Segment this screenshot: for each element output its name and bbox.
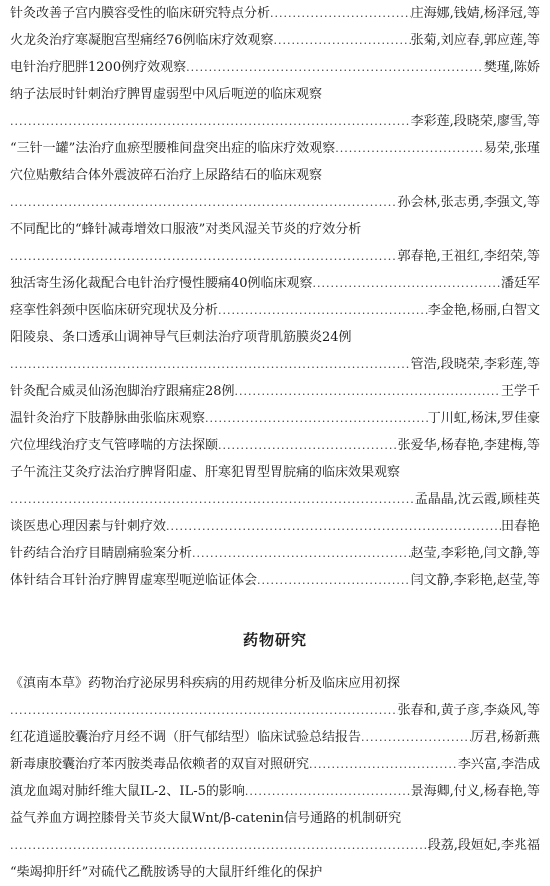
entry-authors: 潘廷军 [500, 276, 540, 291]
entry-authors: 张爱华,杨春艳,李建梅,等 [397, 438, 540, 453]
dot-leader [10, 832, 428, 859]
dot-leader [235, 378, 501, 405]
toc-entry[interactable] [10, 432, 540, 459]
toc-entry-continuation [10, 486, 540, 513]
entry-title: 电针治疗肥胖1200例疗效观察 [10, 60, 187, 75]
entry-title: 针药结合治疗目睛剧痛验案分析 [10, 546, 193, 561]
entry-title: 新毒康胶囊治疗苯丙胺类毒品依赖者的双盲对照研究 [10, 757, 310, 772]
dot-leader [205, 405, 428, 432]
toc-entry[interactable] [10, 724, 540, 751]
toc-entry-continuation [10, 351, 540, 378]
entry-title: 体针结合耳针治疗脾胃虚寒型呃逆临证体会 [10, 573, 258, 588]
entry-title: 穴位埋线治疗支气管哮喘的方法探颐 [10, 438, 219, 453]
toc-entry[interactable] [10, 162, 540, 189]
entry-authors: 李金艳,杨丽,白智文 [427, 303, 540, 318]
toc-entry[interactable] [10, 135, 540, 162]
entry-authors: 王学千 [500, 384, 540, 399]
toc-entry[interactable] [10, 751, 540, 778]
entry-authors: 易荣,张瑾 [483, 141, 540, 156]
toc-entry-continuation [10, 189, 540, 216]
dot-leader [245, 778, 411, 805]
entry-authors: 李兴富,李浩成 [457, 757, 540, 772]
entry-authors: 孙会林,张志勇,李强文,等 [397, 195, 540, 210]
entry-authors: 李彩莲,段晓荣,廖雪,等 [410, 114, 540, 129]
toc-entry[interactable] [10, 778, 540, 805]
dot-leader [10, 486, 415, 513]
dot-leader [186, 54, 484, 81]
entry-title: “柴竭抑肝纤”对硫代乙酰胺诱导的大鼠肝纤维化的保护 [10, 865, 323, 880]
entry-title: 温针灸治疗下肢静脉曲张临床观察 [10, 411, 206, 426]
entry-title: 子午流注艾灸疗法治疗脾肾阳虚、肝寒犯胃型胃脘痛的临床效果观察 [10, 465, 401, 480]
toc-entry[interactable] [10, 54, 540, 81]
dot-leader [274, 27, 411, 54]
entry-title: 谈医患心理因素与针刺疗效 [10, 519, 167, 534]
entry-title: 阳陵泉、条口透承山调神导气巨刺法治疗项背肌筋膜炎24例 [10, 330, 352, 345]
dot-leader [10, 697, 398, 724]
toc-entry[interactable] [10, 540, 540, 567]
dot-leader [10, 351, 411, 378]
toc-entry[interactable] [10, 670, 540, 697]
toc-entry[interactable] [10, 0, 540, 27]
toc-entry[interactable] [10, 805, 540, 832]
toc-entry[interactable] [10, 405, 540, 432]
entry-title: 穴位贴敷结合体外震波碎石治疗上尿路结石的临床观察 [10, 168, 323, 183]
toc-entry[interactable] [10, 324, 540, 351]
dot-leader [335, 135, 484, 162]
entry-title: 红花逍遥胶囊治疗月经不调（肝气郁结型）临床试验总结报告 [10, 730, 362, 745]
section-heading: 药物研究 [242, 631, 307, 649]
dot-leader [192, 540, 411, 567]
dot-leader [10, 108, 411, 135]
toc-entry[interactable] [10, 459, 540, 486]
dot-leader [270, 0, 411, 27]
entry-title: 益气养血方调控膝骨关节炎大鼠Wnt/β-catenin信号通路的机制研究 [10, 811, 402, 826]
entry-authors: 田春艳 [500, 519, 540, 534]
entry-authors: 樊瑾,陈娇 [483, 60, 540, 75]
entry-title: 痉挛性斜颈中医临床研究现状及分析 [10, 303, 219, 318]
entry-authors: 庄海娜,钱婧,杨泽冠,等 [410, 6, 540, 21]
entry-title: “三针一罐”法治疗血瘀型腰椎间盘突出症的临床疗效观察 [10, 141, 336, 156]
entry-authors: 闫文静,李彩艳,赵莹,等 [410, 573, 540, 588]
entry-authors: 郭春艳,王祖红,李绍荣,等 [397, 249, 540, 264]
toc-section-pharmacology [10, 670, 550, 886]
entry-title: 滇龙血竭对肺纤维大鼠IL-2、IL-5的影响 [10, 784, 245, 799]
entry-authors: 管浩,段晓荣,李彩莲,等 [410, 357, 540, 372]
dot-leader [166, 513, 501, 540]
entry-authors: 景海卿,付义,杨春艳,等 [410, 784, 540, 799]
toc-entry-continuation [10, 697, 540, 724]
toc-section-acupuncture [10, 0, 550, 594]
dot-leader [218, 297, 428, 324]
toc-entry[interactable] [10, 567, 540, 594]
toc-entry[interactable] [10, 81, 540, 108]
entry-authors: 张春和,黄子彦,李焱风,等 [397, 703, 540, 718]
entry-title: 独活寄生汤化裁配合电针治疗慢性腰痛40例临床观察 [10, 276, 313, 291]
entry-authors: 段荔,段姮妃,李兆福 [427, 838, 540, 853]
entry-authors: 丁川虹,杨沫,罗佳豪 [427, 411, 540, 426]
entry-title: 纳子法辰时针刺治疗脾胃虚弱型中风后呃逆的临床观察 [10, 87, 323, 102]
entry-title: 针灸改善子宫内膜容受性的临床研究特点分析 [10, 6, 271, 21]
toc-entry[interactable] [10, 270, 540, 297]
entry-authors: 厉君,杨新燕 [470, 730, 540, 745]
dot-leader [218, 432, 398, 459]
toc-entry-continuation [10, 243, 540, 270]
entry-authors: 孟晶晶,沈云霞,顾桂英 [414, 492, 540, 507]
entry-title: 《滇南本草》药物治疗泌尿男科疾病的用药规律分析及临床应用初探 [10, 676, 401, 691]
toc-entry-continuation [10, 108, 540, 135]
toc-entry[interactable] [10, 27, 540, 54]
entry-authors: 张菊,刘应春,郭应莲,等 [410, 33, 540, 48]
toc-entry[interactable] [10, 859, 540, 886]
entry-title: 火龙灸治疗寒凝胞宫型痛经76例临床疗效观察 [10, 33, 274, 48]
dot-leader [10, 243, 398, 270]
dot-leader [257, 567, 411, 594]
dot-leader [309, 751, 458, 778]
toc-entry[interactable] [10, 297, 540, 324]
dot-leader [313, 270, 501, 297]
section-spacer [10, 594, 550, 610]
toc-entry-continuation [10, 832, 540, 859]
entry-title: 针灸配合威灵仙汤泡脚治疗跟痛症28例 [10, 384, 235, 399]
toc-entry[interactable] [10, 378, 540, 405]
dot-leader [10, 189, 398, 216]
entry-title: 不同配比的“蜂针减毒增效口服液”对类风湿关节炎的疗效分析 [10, 222, 362, 237]
toc-entry[interactable] [10, 216, 540, 243]
dot-leader [361, 724, 471, 751]
toc-entry[interactable] [10, 513, 540, 540]
entry-authors: 赵莹,李彩艳,闫文静,等 [410, 546, 540, 561]
